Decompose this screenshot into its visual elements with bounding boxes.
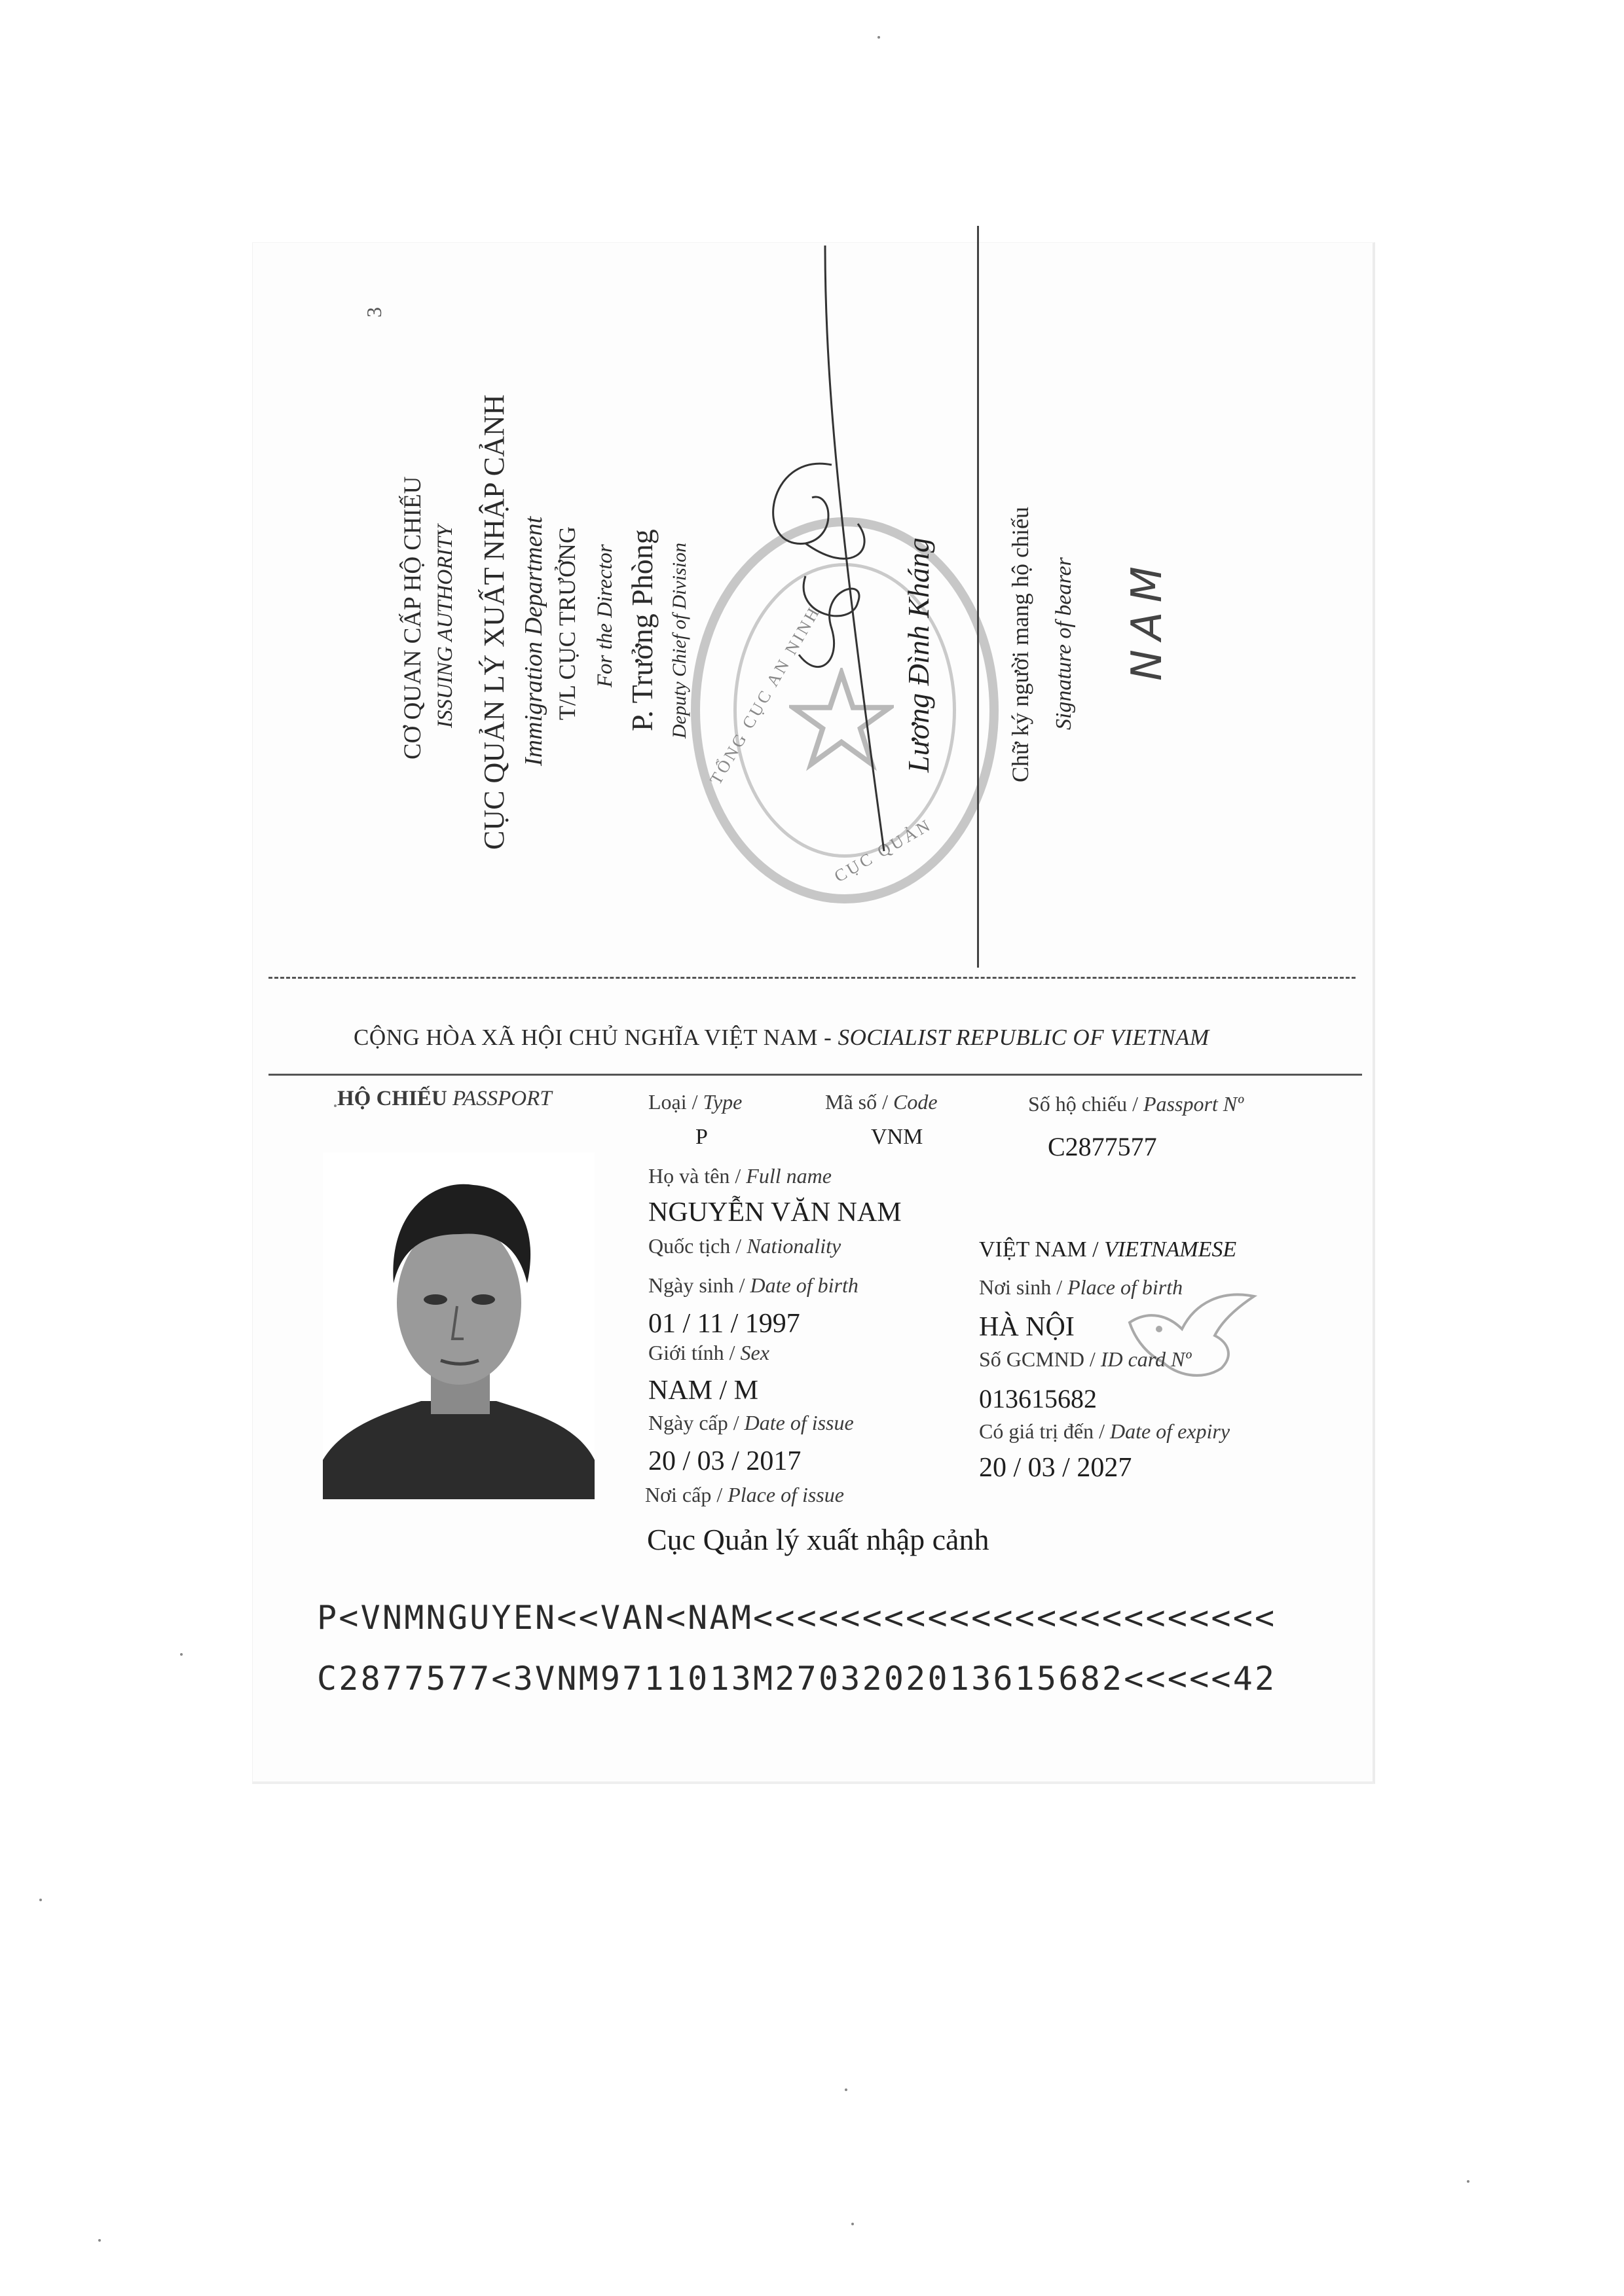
fold-line <box>268 977 1356 979</box>
issue-date-value: 20 / 03 / 2017 <box>648 1446 802 1476</box>
issue-date-label-vi: Ngày cấp / <box>648 1411 739 1434</box>
expiry-date-label <box>979 1419 1230 1444</box>
expiry-date-value: 20 / 03 / 2027 <box>979 1453 1132 1483</box>
id-card-label-vi: Số GCMND / <box>979 1347 1096 1371</box>
department-name-vi: CỤC QUẢN LÝ XUẤT NHẬP CẢNH <box>478 394 510 850</box>
bearer-signature-label-vi: Chữ ký người mang hộ chiếu <box>1007 506 1033 782</box>
expiry-date-label-vi: Có giá trị đến / <box>979 1419 1105 1443</box>
place-of-issue-label <box>645 1483 844 1507</box>
issue-date-label <box>648 1411 854 1435</box>
code-label-vi: Mã số / <box>825 1090 888 1114</box>
sex-label-vi: Giới tính / <box>648 1341 735 1364</box>
header-rule <box>268 1074 1362 1076</box>
place-of-issue-label-vi: Nơi cấp / <box>645 1483 723 1506</box>
dob-label <box>648 1273 858 1298</box>
passport-title-vi: HỘ CHIẾU <box>337 1087 447 1110</box>
mrz-line-2: C2877577<3VNM9711013M2703202013615682<<<<<42 <box>317 1660 1277 1698</box>
dove-watermark-icon <box>1123 1283 1261 1388</box>
scan-speck <box>877 36 880 39</box>
nationality-label <box>648 1234 841 1258</box>
code-value: VNM <box>871 1125 923 1149</box>
fullname-label-vi: Họ và tên / <box>648 1164 741 1188</box>
seal-text-top: TỔNG CỤC AN NINH <box>706 602 824 788</box>
place-of-issue-value: Cục Quản lý xuất nhập cảnh <box>647 1523 989 1556</box>
holder-photo <box>323 1152 595 1499</box>
deputy-title-en: Deputy Chief of Division <box>669 542 690 738</box>
issuing-authority-label-en: ISSUING AUTHORITY <box>434 524 457 728</box>
for-director-vi: T/L CỤC TRƯỞNG <box>554 526 580 720</box>
nationality-label-en: Nationality <box>747 1234 841 1258</box>
nationality-label-vi: Quốc tịch / <box>648 1234 742 1258</box>
sex-label-en: Sex <box>740 1341 769 1364</box>
nationality-value-en: VIETNAMESE <box>1104 1237 1237 1262</box>
signature-divider <box>977 226 979 968</box>
officer-signature <box>727 236 976 864</box>
dob-label-vi: Ngày sinh / <box>648 1273 745 1297</box>
pob-label-en: Place of birth <box>1067 1275 1183 1299</box>
scan-speck <box>851 2223 854 2225</box>
scan-speck <box>845 2088 847 2091</box>
id-card-value: 013615682 <box>979 1384 1097 1413</box>
passport-title <box>337 1087 552 1111</box>
dob-label-en: Date of birth <box>750 1273 858 1297</box>
mrz-line-1: P<VNMNGUYEN<<VAN<NAM<<<<<<<<<<<<<<<<<<<<<<<< <box>317 1599 1277 1637</box>
code-label <box>825 1090 938 1114</box>
type-value: P <box>695 1125 708 1149</box>
sex-value: NAM / M <box>648 1376 759 1406</box>
scan-speck <box>334 1104 337 1107</box>
fullname-label-en: Full name <box>746 1164 832 1188</box>
bearer-signature-label-en: Signature of bearer <box>1052 557 1076 730</box>
issue-date-label-en: Date of issue <box>744 1411 854 1434</box>
nationality-value <box>979 1237 1236 1262</box>
pob-label-vi: Nơi sinh / <box>979 1275 1063 1299</box>
department-name-en: Immigration Department <box>520 516 547 766</box>
passport-title-en: PASSPORT <box>452 1087 552 1110</box>
dob-value: 01 / 11 / 1997 <box>648 1309 800 1339</box>
id-card-label-en: ID card Nº <box>1100 1347 1192 1371</box>
sex-label <box>648 1341 769 1365</box>
id-card-label <box>979 1347 1191 1372</box>
type-label <box>648 1090 742 1114</box>
issuing-authority-label-vi: CƠ QUAN CẤP HỘ CHIẾU <box>399 476 426 759</box>
scan-speck <box>98 2239 101 2242</box>
passport-number-label-vi: Số hộ chiếu / <box>1028 1092 1138 1116</box>
deputy-title-vi: P. Trưởng Phòng <box>625 529 659 731</box>
passport-number-label <box>1028 1092 1244 1116</box>
republic-header <box>354 1025 1209 1051</box>
type-label-vi: Loại / <box>648 1090 698 1114</box>
republic-name-en: SOCIALIST REPUBLIC OF VIETNAM <box>838 1025 1209 1050</box>
officer-name: Lương Đình Kháng <box>902 538 935 773</box>
nationality-value-vi: VIỆT NAM / <box>979 1237 1099 1262</box>
type-label-en: Type <box>703 1090 743 1114</box>
for-director-en: For the Director <box>593 544 617 687</box>
seal-text-bottom: CỤC QUẢN <box>831 814 936 886</box>
fullname-label <box>648 1164 832 1188</box>
pob-value: HÀ NỘI <box>979 1312 1075 1342</box>
passport-number-value: C2877577 <box>1048 1132 1157 1161</box>
scan-speck <box>180 1653 183 1656</box>
republic-name-vi: CỘNG HÒA XÃ HỘI CHỦ NGHĨA VIỆT NAM <box>354 1025 818 1050</box>
fullname-value: NGUYỄN VĂN NAM <box>648 1197 902 1228</box>
page-number: 3 <box>362 307 386 318</box>
scan-speck <box>1467 2180 1469 2183</box>
place-of-issue-label-en: Place of issue <box>728 1483 844 1506</box>
bearer-signature: NAM <box>1123 557 1172 681</box>
passport-number-label-en: Passport Nº <box>1143 1092 1244 1116</box>
code-label-en: Code <box>893 1090 938 1114</box>
scan-speck <box>39 1899 42 1901</box>
expiry-date-label-en: Date of expiry <box>1109 1419 1230 1443</box>
republic-separator: - <box>817 1025 838 1050</box>
